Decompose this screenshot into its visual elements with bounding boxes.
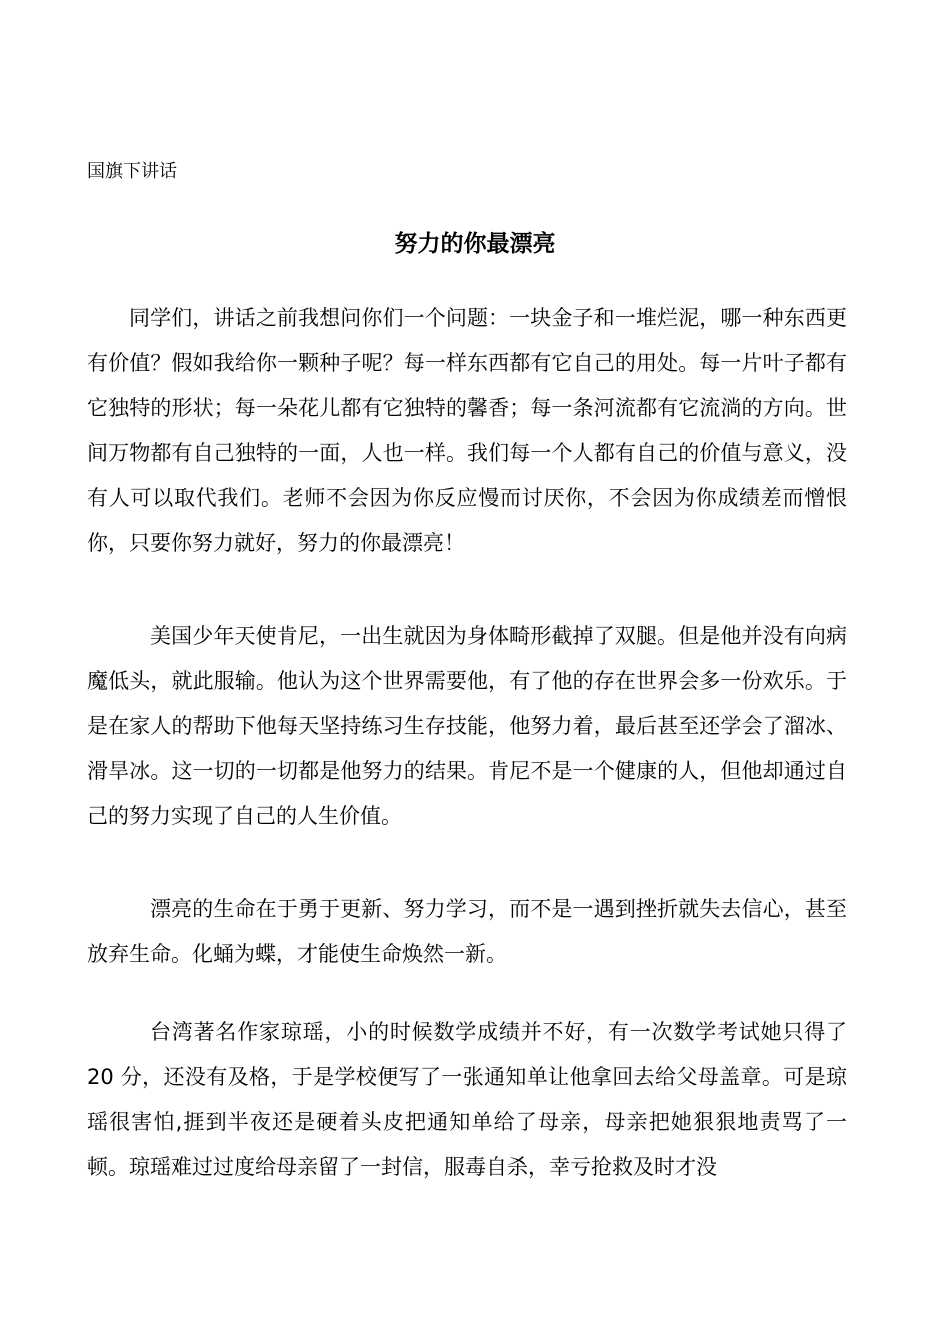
paragraph-2: 美国少年天使肯尼，一出生就因为身体畸形截掉了双腿。但是他并没有向病魔低头，就此服输。他认为这个世界需要他，有了他的存在世界会多一份欢乐。于是在家人的帮助下他每天坚持练习生存技能，他努力着，最后甚至还学会了溜冰、滑旱冰。这一切的一切都是他努力的结果。肯尼不是一个健康的人，但他却通过自己的努力实现了自己的人生价值。	[87, 624, 847, 828]
document-title: 努力的你最漂亮	[394, 231, 556, 257]
paragraph-3: 漂亮的生命在于勇于更新、努力学习，而不是一遇到挫折就失去信心，甚至放弃生命。化蛹为蝶，才能使生命焕然一新。	[87, 897, 847, 966]
paragraph-1: 同学们，讲话之前我想问你们一个问题：一块金子和一堆烂泥，哪一种东西更有价值？假如我给你一颗种子呢？每一样东西都有它自己的用处。每一片叶子都有它独特的形状；每一朵花儿都有它独特的馨香；每一条河流都有它流淌的方向。世间万物都有自己独特的一面，人也一样。我们每一个人都有自己的价值与意义，没有人可以取代我们。老师不会因为你反应慢而讨厌你，不会因为你成绩差而憎恨你，只要你努力就好，努力的你最漂亮！	[87, 306, 847, 555]
header-label: 国旗下讲话	[87, 161, 177, 182]
paragraph-4: 台湾著名作家琼瑶，小的时候数学成绩并不好，有一次数学考试她只得了 20 分，还没有及格，于是学校便写了一张通知单让他拿回去给父母盖章。可是琼瑶很害怕,捱到半夜还是硬着头皮把通知单给了母亲，母亲把她狠狠地责骂了一顿。琼瑶难过过度给母亲留了一封信，服毒自杀，幸亏抢救及时才没	[87, 1020, 847, 1179]
